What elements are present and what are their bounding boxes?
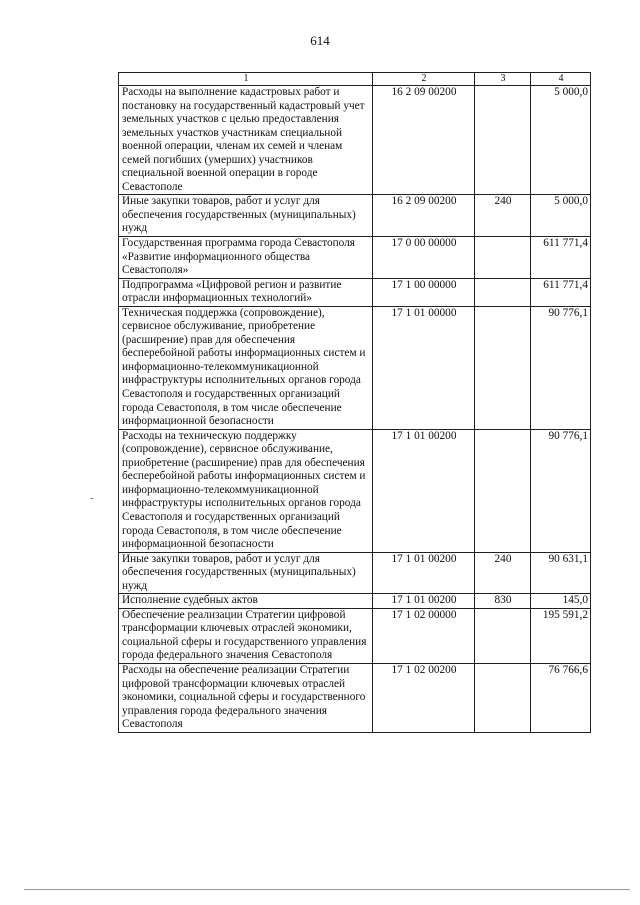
table-row bbox=[119, 594, 591, 609]
column-header: 3 bbox=[475, 73, 531, 86]
expense-type bbox=[475, 278, 531, 306]
expense-type bbox=[475, 86, 531, 195]
table-row bbox=[119, 429, 591, 552]
table-row bbox=[119, 278, 591, 306]
expense-name: Техническая поддержка (сопровождение), сервисное обслуживание, приобретение (расширение) прав для обеспечения бесперебойной работы информационных систем и информационно-телекоммуникационной инфраструктуры исполнительных органов города Севастополя и государственных организаций города Севастополя, в том числе обеспечение информационной безопасности bbox=[119, 306, 373, 429]
expense-type: 240 bbox=[475, 195, 531, 237]
expense-name: Расходы на выполнение кадастровых работ и постановку на государственный кадастровый учет земельных участков с целью предоставления земельных участков участникам специальной военной операции, членам их семей и членам семей погибших (умерших) участников специальной военной операции в городе Севастополе bbox=[119, 86, 373, 195]
expense-name: Подпрограмма «Цифровой регион и развитие отрасли информационных технологий» bbox=[119, 278, 373, 306]
expense-type bbox=[475, 608, 531, 663]
expense-name: Расходы на обеспечение реализации Стратегии цифровой трансформации ключевых отраслей экономики, социальной сферы и государственного управления города федерального значения Севастополя bbox=[119, 663, 373, 732]
amount: 5 000,0 bbox=[531, 195, 591, 237]
table-row bbox=[119, 552, 591, 594]
amount: 145,0 bbox=[531, 594, 591, 609]
column-header: 2 bbox=[373, 73, 475, 86]
amount: 90 776,1 bbox=[531, 429, 591, 552]
expense-name: Государственная программа города Севастополя «Развитие информационного общества Севастополя» bbox=[119, 237, 373, 279]
page-number: 614 bbox=[310, 33, 330, 48]
target-code: 17 1 01 00000 bbox=[373, 306, 475, 429]
column-header: 4 bbox=[531, 73, 591, 86]
target-code: 17 1 01 00200 bbox=[373, 594, 475, 609]
expense-type bbox=[475, 237, 531, 279]
amount: 90 631,1 bbox=[531, 552, 591, 594]
target-code: 17 1 00 00000 bbox=[373, 278, 475, 306]
expense-type bbox=[475, 429, 531, 552]
table-row bbox=[119, 663, 591, 732]
target-code: 17 1 01 00200 bbox=[373, 429, 475, 552]
expense-type bbox=[475, 306, 531, 429]
table-row bbox=[119, 237, 591, 279]
bottom-rule bbox=[24, 889, 630, 890]
target-code: 17 0 00 00000 bbox=[373, 237, 475, 279]
expense-type: 240 bbox=[475, 552, 531, 594]
expense-name: Иные закупки товаров, работ и услуг для обеспечения государственных (муниципальных) нужд bbox=[119, 195, 373, 237]
expense-type: 830 bbox=[475, 594, 531, 609]
expense-name: Обеспечение реализации Стратегии цифровой трансформации ключевых отраслей экономики, социальной сферы и государственного управления города федерального значения Севастополя bbox=[119, 608, 373, 663]
margin-mark: - bbox=[90, 493, 94, 504]
amount: 611 771,4 bbox=[531, 278, 591, 306]
table-row bbox=[119, 86, 591, 195]
header-row bbox=[119, 73, 591, 86]
amount: 90 776,1 bbox=[531, 306, 591, 429]
table-row bbox=[119, 306, 591, 429]
table-row bbox=[119, 608, 591, 663]
amount: 195 591,2 bbox=[531, 608, 591, 663]
amount: 611 771,4 bbox=[531, 237, 591, 279]
expense-name: Расходы на техническую поддержку (сопровождение), сервисное обслуживание, приобретение (расширение) прав для обеспечения бесперебойной работы информационных систем и информационно-телекоммуникационной инфраструктуры исполнительных органов города Севастополя и государственных организаций города Севастополя, в том числе обеспечение информационной безопасности bbox=[119, 429, 373, 552]
target-code: 16 2 09 00200 bbox=[373, 86, 475, 195]
target-code: 16 2 09 00200 bbox=[373, 195, 475, 237]
column-header: 1 bbox=[119, 73, 373, 86]
budget-table bbox=[118, 72, 591, 733]
target-code: 17 1 01 00200 bbox=[373, 552, 475, 594]
expense-type bbox=[475, 663, 531, 732]
target-code: 17 1 02 00200 bbox=[373, 663, 475, 732]
expense-name: Иные закупки товаров, работ и услуг для обеспечения государственных (муниципальных) нужд bbox=[119, 552, 373, 594]
table-row bbox=[119, 195, 591, 237]
target-code: 17 1 02 00000 bbox=[373, 608, 475, 663]
amount: 76 766,6 bbox=[531, 663, 591, 732]
amount: 5 000,0 bbox=[531, 86, 591, 195]
expense-name: Исполнение судебных актов bbox=[119, 594, 373, 609]
